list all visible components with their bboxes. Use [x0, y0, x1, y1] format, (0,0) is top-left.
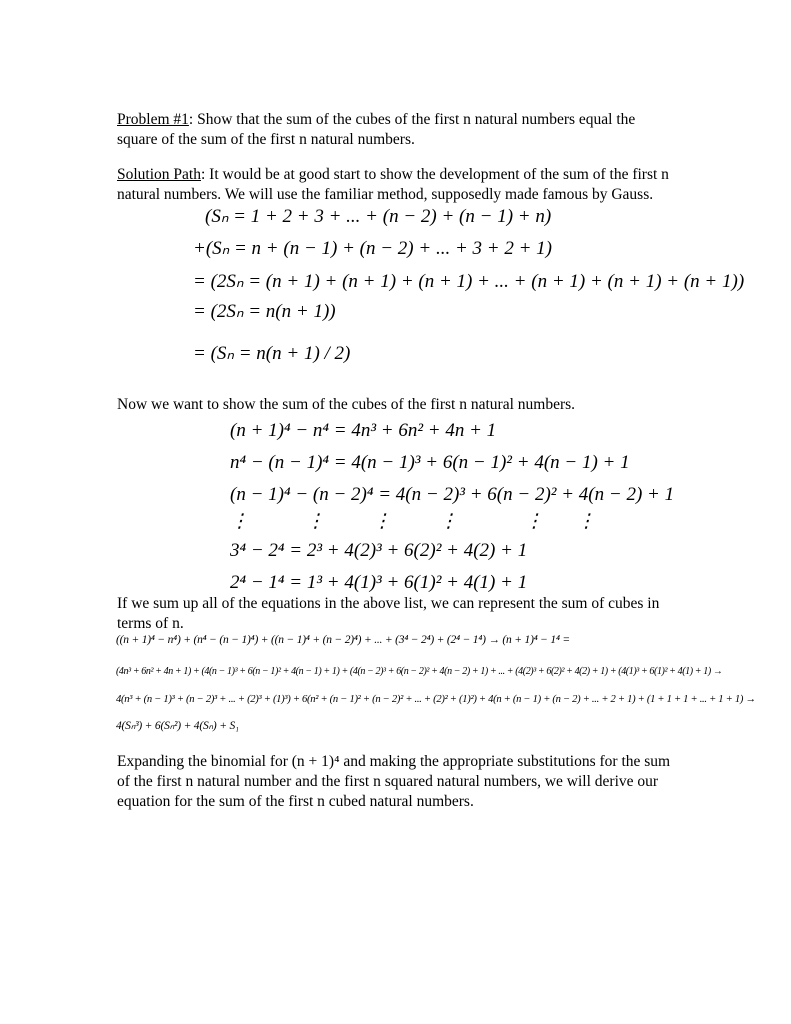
gauss-eq-5: = (Sₙ = n(n + 1) / 2)	[193, 343, 351, 364]
solution-line-2: natural numbers. We will use the familiar method, supposedly made famous by Gauss.	[117, 186, 654, 203]
problem-line-2: square of the sum of the first n natural numbers.	[117, 131, 415, 148]
sum-eq-4: 4(Sₙ³) + 6(Sₙ²) + 4(Sₙ) + S₁	[116, 720, 239, 732]
sum-eq-2: (4n³ + 6n² + 4n + 1) + (4(n − 1)³ + 6(n − 1)² + 4(n − 1) + 1) + (4(n − 2)³ + 6(n − 2)² + 4(n − 2) + 1) + ... + (4(2)³ + 6(2)² + 4(2) + 1) + (4(1)³ + 6(1)² + 4(1) + 1) →	[116, 666, 723, 677]
cubes-eq-3: (n − 1)⁴ − (n − 2)⁴ = 4(n − 2)³ + 6(n − 2)² + 4(n − 2) + 1	[230, 484, 675, 505]
sum-intro: If we sum up all of the equations in the above list, we can represent the sum of cubes in	[117, 595, 660, 612]
solution-text: : It would be at good start to show the development of the sum of the first n	[200, 166, 669, 183]
solution-line	[117, 165, 669, 185]
problem-text: : Show that the sum of the cubes of the first n natural numbers equal the	[188, 111, 636, 128]
sum-eq-1: ((n + 1)⁴ − n⁴) + (n⁴ − (n − 1)⁴) + ((n − 1)⁴ + (n − 2)⁴) + ... + (3⁴ − 2⁴) + (2⁴ − 1⁴) → (n + 1)⁴ − 1⁴ =	[116, 634, 570, 646]
sum-eq-3: 4(n³ + (n − 1)³ + (n − 2)³ + ... + (2)³ + (1)³) + 6(n² + (n − 1)² + (n − 2)² + ... + (2)² + (1)²) + 4(n + (n − 1) + (n − 2) + ... + 2 + 1) + (1 + 1 + 1 + ... + 1 + 1) →	[116, 694, 756, 705]
gauss-eq-1: (Sₙ = 1 + 2 + 3 + ... + (n − 2) + (n − 1) + n)	[205, 206, 552, 227]
sum-intro-2: terms of n.	[117, 615, 184, 632]
problem-line	[117, 110, 635, 130]
conclusion-line-1: Expanding the binomial for (n + 1)⁴ and making the appropriate substitutions for the sum	[117, 753, 671, 770]
cubes-ellipsis: ⋮ ⋮ ⋮ ⋮ ⋮ ⋮	[230, 511, 596, 532]
cubes-eq-2: n⁴ − (n − 1)⁴ = 4(n − 1)³ + 6(n − 1)² + 4(n − 1) + 1	[230, 452, 630, 473]
solution-label: Solution Path	[117, 166, 201, 183]
cubes-eq-1: (n + 1)⁴ − n⁴ = 4n³ + 6n² + 4n + 1	[230, 420, 497, 441]
conclusion-line-3: equation for the sum of the first n cubed natural numbers.	[117, 793, 474, 810]
cubes-intro: Now we want to show the sum of the cubes of the first n natural numbers.	[117, 396, 576, 413]
problem-label: Problem #1	[117, 111, 189, 128]
cubes-eq-5: 2⁴ − 1⁴ = 1³ + 4(1)³ + 6(1)² + 4(1) + 1	[230, 572, 528, 593]
gauss-eq-2: +(Sₙ = n + (n − 1) + (n − 2) + ... + 3 + 2 + 1)	[193, 238, 552, 259]
conclusion-line-2: of the first n natural number and the first n squared natural numbers, we will derive our	[117, 773, 659, 790]
gauss-eq-4: = (2Sₙ = n(n + 1))	[193, 301, 336, 322]
gauss-eq-3: = (2Sₙ = (n + 1) + (n + 1) + (n + 1) + ... + (n + 1) + (n + 1) + (n + 1))	[193, 271, 745, 292]
cubes-eq-4: 3⁴ − 2⁴ = 2³ + 4(2)³ + 6(2)² + 4(2) + 1	[230, 540, 528, 561]
